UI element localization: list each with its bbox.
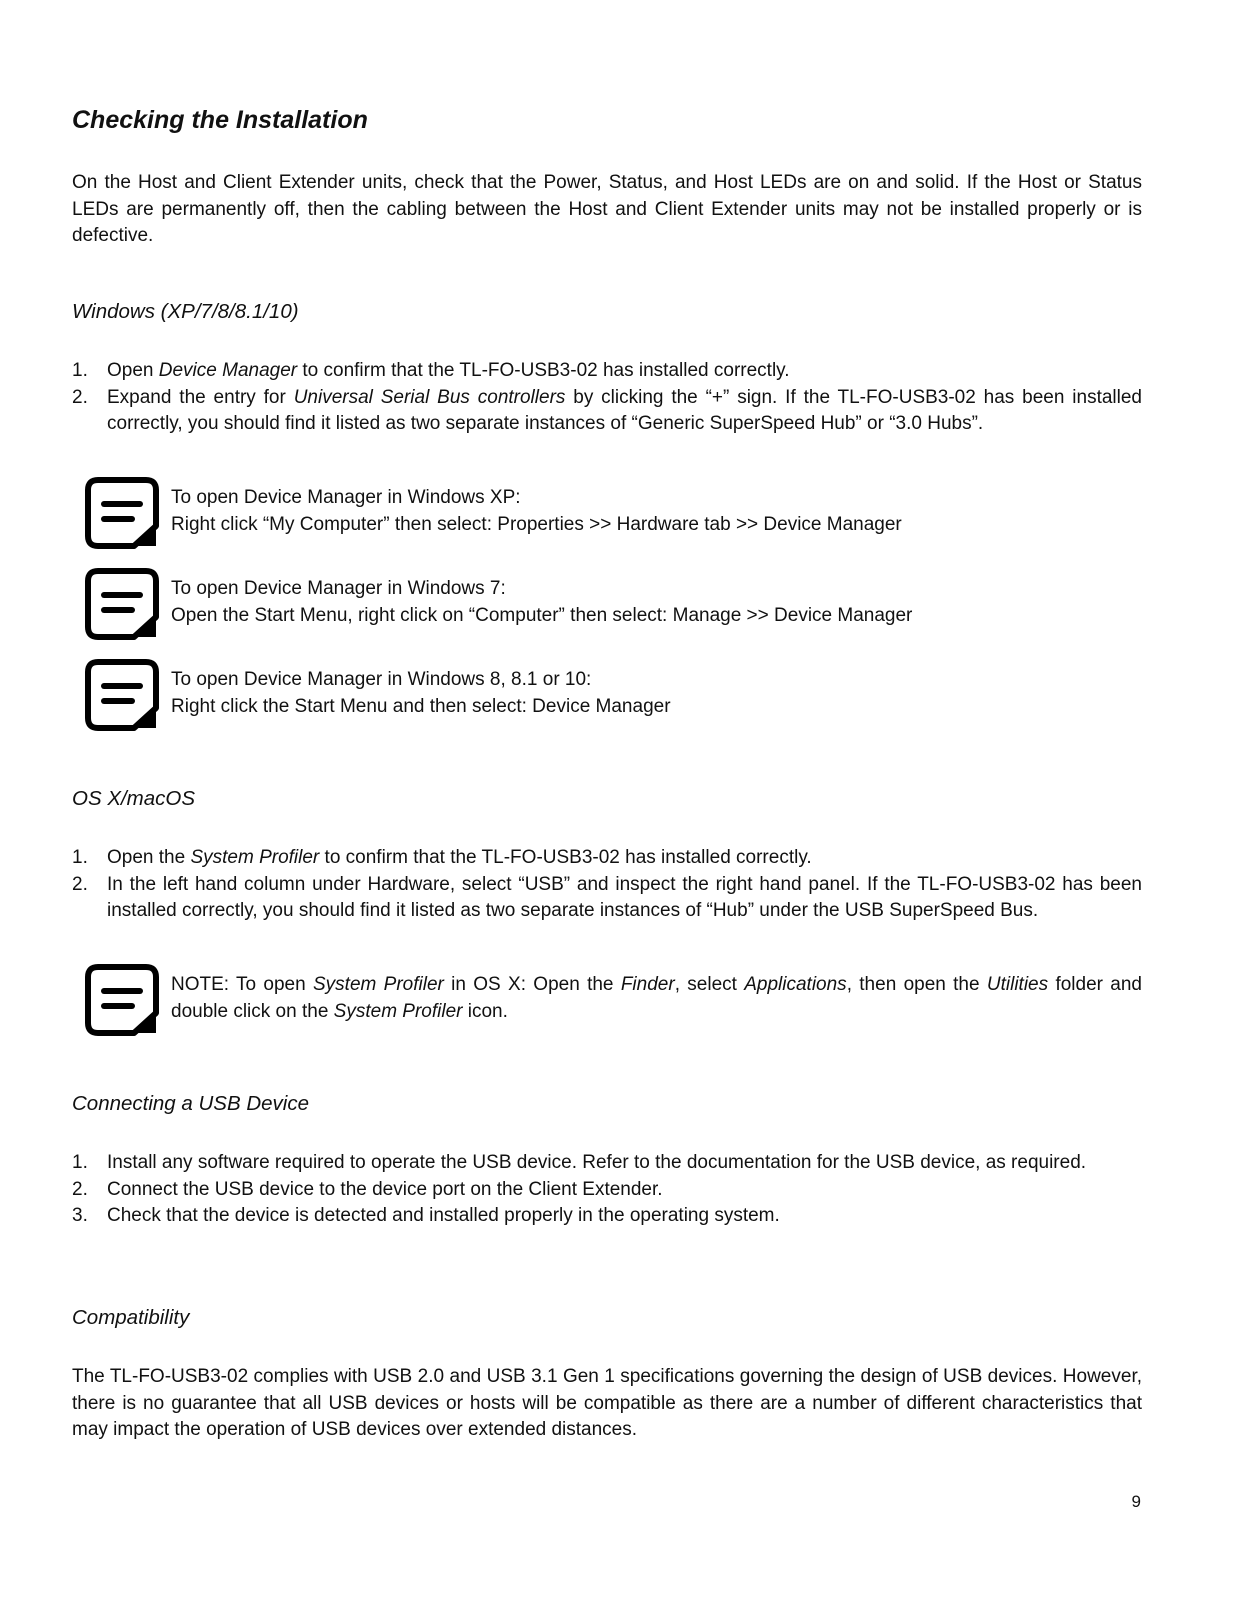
note-icon (84, 476, 160, 550)
step-number: 2. (72, 386, 88, 408)
note-emphasis: System Profiler (313, 974, 444, 995)
note-fragment: icon. (462, 1000, 508, 1022)
step-number: 3. (72, 1205, 88, 1226)
usb-steps (72, 1150, 1142, 1230)
step-number: 2. (72, 873, 88, 895)
note-fragment: in OS X: Open the (443, 974, 621, 995)
note-text (171, 667, 1142, 720)
note-fragment: , then open the (846, 974, 987, 995)
usb-heading: Connecting a USB Device (72, 1092, 310, 1115)
step-number: 2. (72, 1178, 88, 1200)
step-number: 1. (72, 360, 88, 381)
note-fragment: , select (674, 974, 745, 995)
step-emphasis: System Profiler (190, 847, 320, 868)
list-item (72, 1177, 1142, 1204)
note-line: To open Device Manager in Windows 8, 8.1 or 10: (171, 669, 592, 690)
note-fragment: folder and double click on the (171, 974, 1142, 1022)
list-item (72, 358, 1142, 385)
list-item (72, 872, 1142, 925)
step-text: In the left hand column under Hardware, select “USB” and inspect the right hand panel. If the TL-FO-USB3-02 has been installed correctly, you should find it listed as two separate instances of “Hub” under the USB SuperSpeed Bus. (107, 873, 1142, 921)
list-item (72, 845, 1142, 872)
step-text: to confirm that the TL-FO-USB3-02 has installed correctly. (319, 847, 812, 868)
page-number: 9 (1131, 1492, 1141, 1511)
step-text: Expand the entry for (107, 386, 294, 408)
note-text (171, 485, 1142, 538)
step-text: by clicking the “+” sign. If the TL-FO-USB3-02 has been installed correctly, you should find it listed as two separate instances of “Generic SuperSpeed Hub” or “3.0 Hubs”. (107, 386, 1142, 434)
compat-paragraph: The TL-FO-USB3-02 complies with USB 2.0 and USB 3.1 Gen 1 specifications governing the design of USB devices. However, there is no guarantee that all USB devices or hosts will be compatible as there are a number of different characteristics that may impact the operation of USB devices over extended distances. (72, 1366, 1142, 1440)
step-number: 1. (72, 1152, 88, 1173)
step-text: Check that the device is detected and installed properly in the operating system. (107, 1205, 780, 1226)
note-icon (84, 963, 160, 1037)
note-icon (84, 658, 160, 732)
note-text (171, 972, 1142, 1025)
step-number: 1. (72, 847, 88, 868)
note-emphasis: System Profiler (333, 1000, 463, 1022)
note-line: To open Device Manager in Windows 7: (171, 578, 506, 599)
windows-heading: Windows (XP/7/8/8.1/10) (72, 300, 299, 323)
step-text: to confirm that the TL-FO-USB3-02 has installed correctly. (297, 360, 790, 381)
note-line: To open Device Manager in Windows XP: (171, 487, 521, 508)
step-text: Open (107, 360, 159, 381)
list-item (72, 385, 1142, 438)
note-line: Right click the Start Menu and then select: Device Manager (171, 695, 671, 717)
step-text: Install any software required to operate the USB device. Refer to the documentation for the USB device, as required. (107, 1152, 1087, 1173)
page-title: Checking the Installation (72, 106, 368, 134)
note-emphasis: Applications (744, 974, 847, 995)
note-line: Open the Start Menu, right click on “Computer” then select: Manage >> Device Manager (171, 604, 913, 626)
list-item (72, 1203, 1142, 1230)
intro-paragraph: On the Host and Client Extender units, check that the Power, Status, and Host LEDs are on and solid. If the Host or Status LEDs are permanently off, then the cabling between the Host and Client Extender units may not be installed properly or is defective. (72, 172, 1142, 246)
note-emphasis: Finder (620, 974, 675, 995)
note-fragment: NOTE: To open (171, 974, 313, 995)
note-icon (84, 567, 160, 641)
step-emphasis: Universal Serial Bus controllers (293, 386, 566, 408)
note-emphasis: Utilities (986, 974, 1049, 995)
mac-heading: OS X/macOS (72, 787, 196, 810)
list-item (72, 1150, 1142, 1177)
note-line: Right click “My Computer” then select: Properties >> Hardware tab >> Device Manager (171, 513, 902, 535)
note-text (171, 576, 1142, 629)
mac-steps (72, 845, 1142, 925)
compat-heading: Compatibility (72, 1306, 190, 1329)
windows-steps (72, 358, 1142, 438)
step-text: Connect the USB device to the device port on the Client Extender. (107, 1178, 663, 1200)
step-emphasis: Device Manager (158, 360, 298, 381)
step-text: Open the (107, 847, 191, 868)
